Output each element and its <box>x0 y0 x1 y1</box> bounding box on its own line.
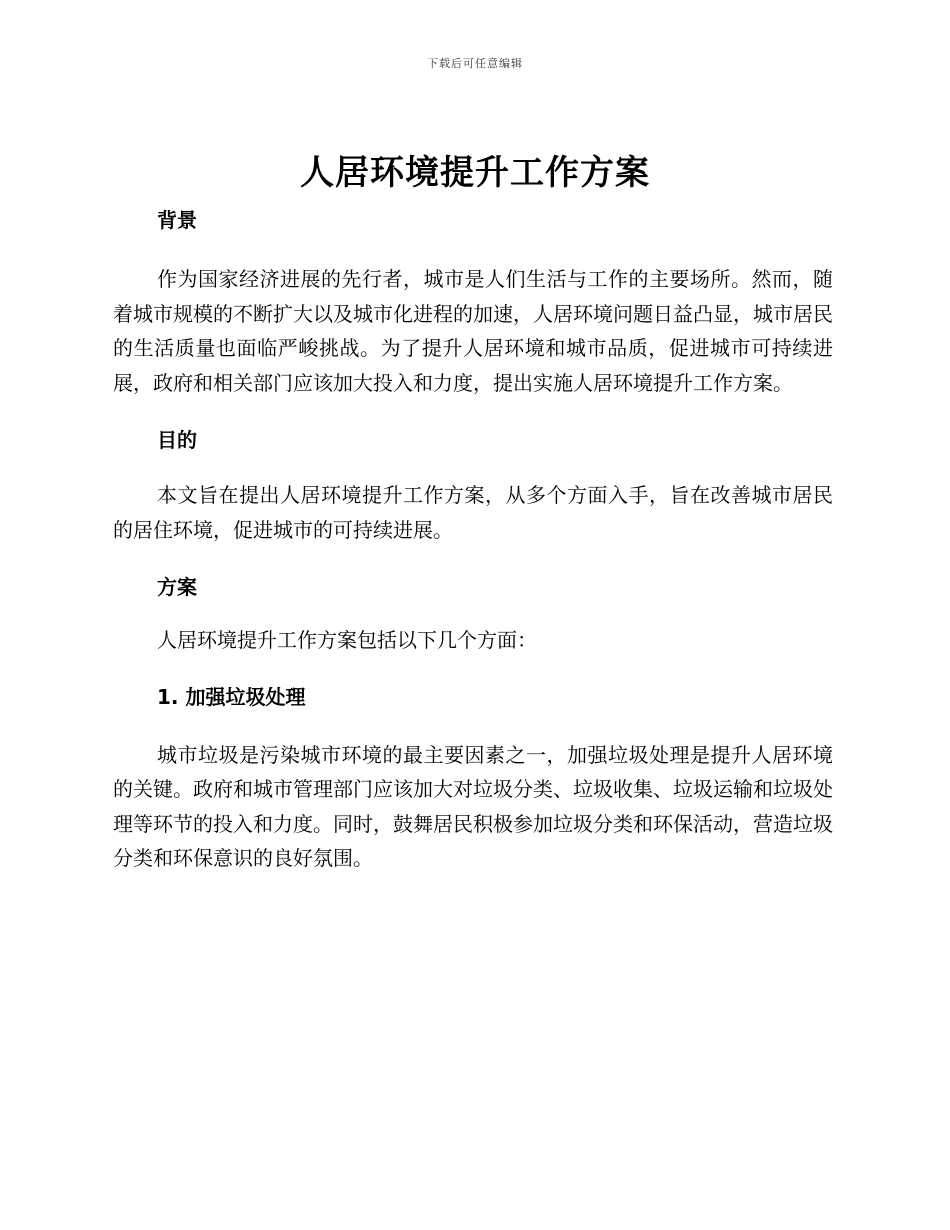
document-body <box>113 198 833 876</box>
section-heading-plan: 方案 <box>157 575 197 599</box>
section-text-plan: 人居环境提升工作方案包括以下几个方面： <box>157 628 537 652</box>
section-text-purpose: 本文旨在提出人居环境提升工作方案，从多个方面入手，旨在改善城市居民的居住环境，促进城市的可持续进展。 <box>113 483 833 542</box>
section-text-garbage-processing: 城市垃圾是污染城市环境的最主要因素之一，加强垃圾处理是提升人居环境的关键。政府和城市管理部门应该加大对垃圾分类、垃圾收集、垃圾运输和垃圾处理等环节的投入和力度。同时，鼓舞居民积极参加垃圾分类和环保活动，营造垃圾分类和环保意识的良好氛围。 <box>113 742 833 870</box>
document-title: 人居环境提升工作方案 <box>300 153 650 193</box>
header-note: 下载后可任意编辑 <box>427 57 523 70</box>
section-heading-purpose: 目的 <box>157 428 197 452</box>
section-heading-background: 背景 <box>157 208 197 232</box>
section-heading-garbage-processing: 1. 加强垃圾处理 <box>157 684 306 709</box>
section-text-background: 作为国家经济进展的先行者，城市是人们生活与工作的主要场所。然而，随着城市规模的不断扩大以及城市化进程的加速，人居环境问题日益凸显，城市居民的生活质量也面临严峻挑战。为了提升人居环境和城市品质，促进城市可持续进展，政府和相关部门应该加大投入和力度，提出实施人居环境提升工作方案。 <box>113 267 833 395</box>
